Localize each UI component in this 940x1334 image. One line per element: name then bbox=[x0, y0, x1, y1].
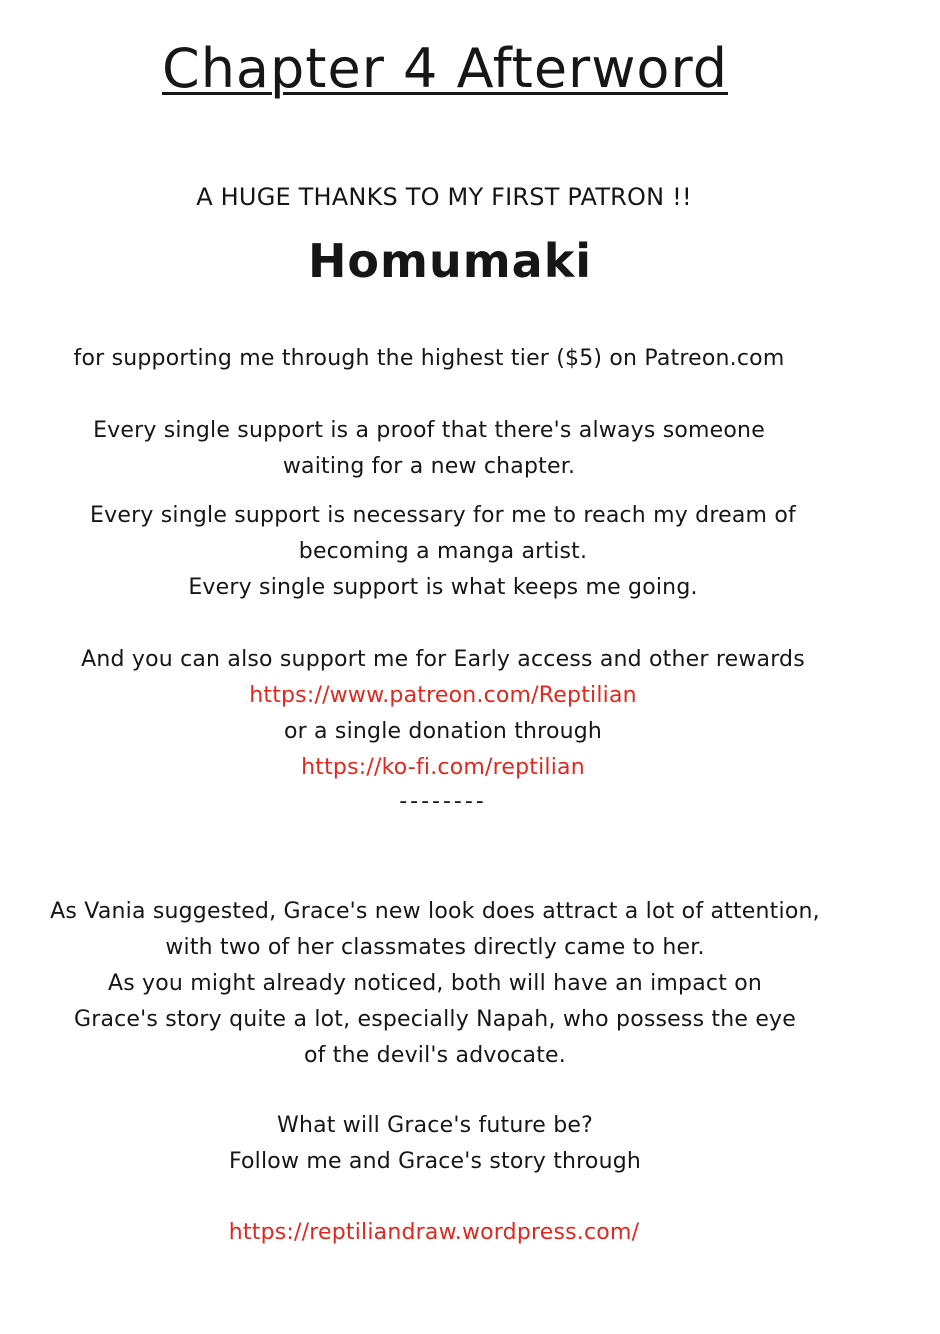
story-paragraph-line: As Vania suggested, Grace's new look does attract a lot of attention, bbox=[50, 899, 820, 924]
support-paragraph-line: becoming a manga artist. bbox=[298, 539, 588, 564]
support-paragraph-line: Every single support is necessary for me to reach my dream of bbox=[90, 503, 796, 528]
closing-line: What will Grace's future be? bbox=[277, 1113, 593, 1138]
kofi-link[interactable]: https://ko-fi.com/reptilian bbox=[301, 755, 585, 780]
page-title: Chapter 4 Afterword bbox=[162, 37, 728, 100]
patron-name: Homumaki bbox=[307, 234, 593, 288]
support-paragraph-line: waiting for a new chapter. bbox=[282, 454, 576, 479]
support-tier-line: for supporting me through the highest tier ($5) on Patreon.com bbox=[73, 346, 785, 371]
story-paragraph-line: with two of her classmates directly came to her. bbox=[165, 935, 705, 960]
thanks-heading: A HUGE THANKS TO MY FIRST PATRON !! bbox=[196, 183, 692, 211]
closing-line: Follow me and Grace's story through bbox=[228, 1149, 642, 1174]
support-options-intro: And you can also support me for Early access and other rewards bbox=[81, 647, 805, 672]
support-paragraph-line: Every single support is what keeps me going. bbox=[188, 575, 698, 600]
section-separator: -------- bbox=[399, 789, 487, 814]
patreon-link[interactable]: https://www.patreon.com/Reptilian bbox=[249, 683, 637, 708]
blog-link[interactable]: https://reptiliandraw.wordpress.com/ bbox=[228, 1220, 640, 1245]
donation-text: or a single donation through bbox=[283, 719, 603, 744]
story-paragraph-line: Grace's story quite a lot, especially Napah, who possess the eye bbox=[73, 1007, 797, 1032]
story-paragraph-line: As you might already noticed, both will have an impact on bbox=[107, 971, 763, 996]
story-paragraph-line: of the devil's advocate. bbox=[303, 1043, 566, 1068]
support-paragraph-line: Every single support is a proof that there's always someone bbox=[93, 418, 765, 443]
